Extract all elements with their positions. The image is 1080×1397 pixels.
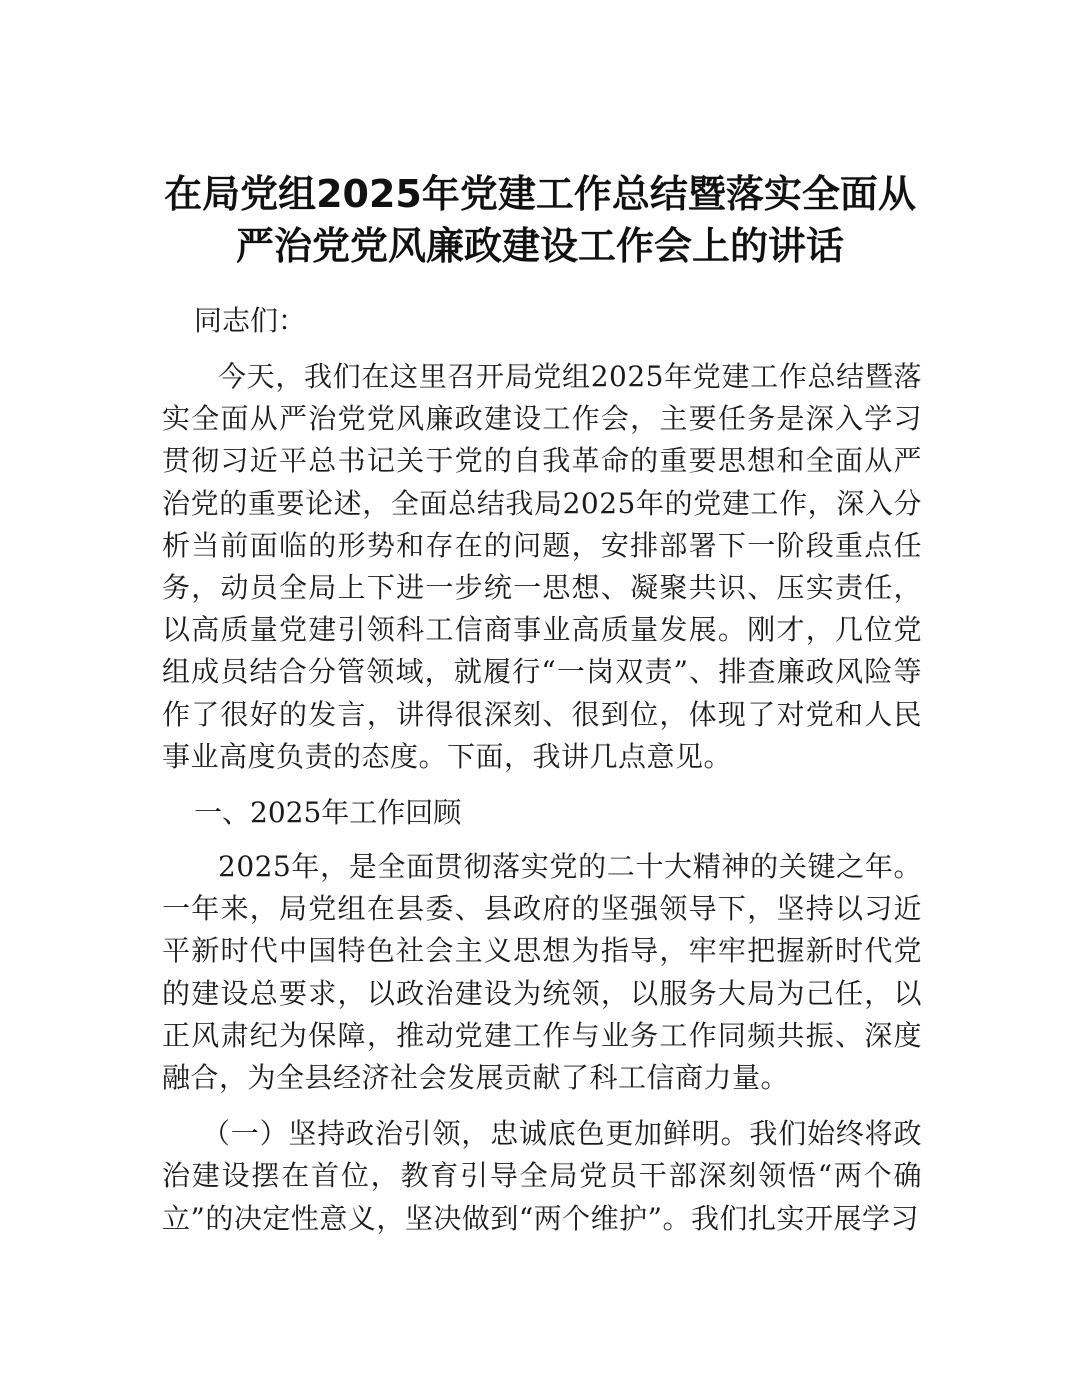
document-body [162,300,922,1240]
title-line-2: 严治党党风廉政建设工作会上的讲话 [235,224,844,268]
document-title [150,168,930,272]
paragraph-political-guidance: （一）坚持政治引领，忠诚底色更加鲜明。我们始终将政治建设摆在首位，教育引导全局党员干部深刻领悟“两个确立”的决定性意义，坚决做到“两个维护”。我们扎实开展学习 [162,1117,922,1235]
paragraph-review: 2025年，是全面贯彻落实党的二十大精神的关键之年。一年来，局党组在县委、县政府的坚强领导下，坚持以习近平新时代中国特色社会主义思想为指导，牢牢把握新时代党的建设总要求，以政治建设为统领，以服务大局为己任，以正风肃纪为保障，推动党建工作与业务工作同频共振、深度融合，为全县经济社会发展贡献了科工信商力量。 [162,850,922,1095]
paragraph-intro: 今天，我们在这里召开局党组2025年党建工作总结暨落实全面从严治党党风廉政建设工作会，主要任务是深入学习贯彻习近平总书记关于党的自我革命的重要思想和全面从严治党的重要论述，全面总结我局2025年的党建工作，深入分析当前面临的形势和存在的问题，安排部署下一阶段重点任务，动员全局上下进一步统一思想、凝聚共识、压实责任，以高质量党建引领科工信商事业高质量发展。刚才，几位党组成员结合分管领域，就履行“一岗双责”、排查廉政风险等作了很好的发言，讲得很深刻、很到位，体现了对党和人民事业高度负责的态度。下面，我讲几点意见。 [162,360,922,773]
title-line-1: 在局党组2025年党建工作总结暨落实全面从 [164,172,916,216]
greeting: 同志们： [194,304,307,337]
section-heading-1: 一、2025年工作回顾 [194,796,462,830]
